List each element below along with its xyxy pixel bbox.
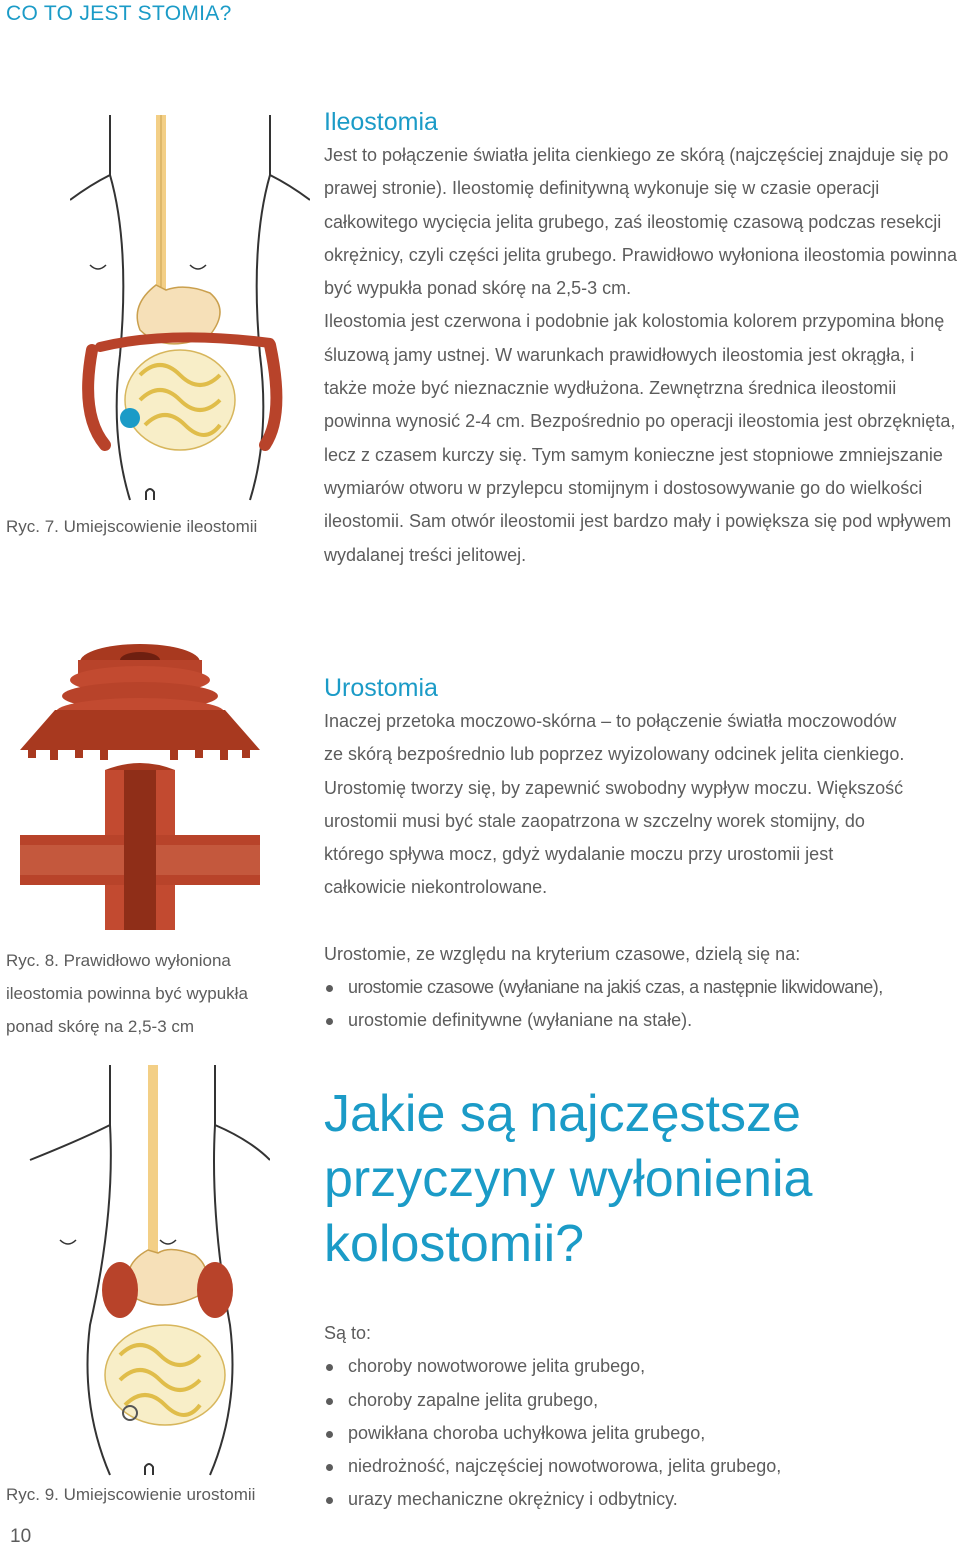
section-ileostomia <box>324 108 960 572</box>
figure-urostomy-illustration <box>20 1065 270 1485</box>
causes-intro: Są to: <box>324 1323 372 1343</box>
urostomia-paragraph: Inaczej przetoka moczowo-skórna – to połączenie światła moczowodów ze skórą bezpośrednio lub poprzez wyizolowany odcinek jelita cienkiego. Urostomię tworzy się, by zapewnić swobodny wypływ moczu. Większość urostomii musi być stale zaopatrzona w szczelny worek stomijny, do którego spływa mocz, gdyż wydalanie moczu przy urostomii jest całkowicie niekontrolowane. <box>324 711 905 898</box>
urostomia-types-list <box>324 971 960 1038</box>
figure-stoma-protrusion-illustration <box>20 640 260 930</box>
list-item: niedrożność, najczęściej nowotworowa, jelita grubego, <box>324 1450 960 1483</box>
list-item: urostomie czasowe (wyłaniane na jakiś czas, a następnie likwidowane), <box>324 971 960 1004</box>
causes-list <box>324 1350 960 1516</box>
urostomia-types-intro: Urostomie, ze względu na kryterium czasowe, dzielą się na: <box>324 943 801 964</box>
causes-heading: Jakie są najczęstsze przyczyny wyłonienia kolostomii? <box>324 1085 813 1273</box>
caption-figure-8: Ryc. 8. Prawidłowo wyłoniona ileostomia powinna być wypukła ponad skórę na 2,5-3 cm <box>6 951 248 1036</box>
figure-ileostomy-illustration <box>70 115 310 505</box>
section-title-ileostomia: Ileostomia <box>324 108 438 136</box>
ileostomia-paragraph-2: Ileostomia jest czerwona i podobnie jak kolostomia kolorem przypomina błonę śluzową jamy ustnej. W warunkach prawidłowych ileostomia jest okrągła, i także może być nieznacznie wydłużona. Zewnętrzna średnica ileostomii powinna wynosić 2-4 cm. Bezpośrednio po operacji ileostomia jest obrzęknięta, lecz z czasem kurczy się. Tym samym konieczne jest stopniowe zmniejszanie wymiarów otworu w przylepcu stomijnym i dostosowywanie go do wielkości ileostomii. Sam otwór ileostomii jest bardzo mały i powiększa się pod wpływem wydalanej treści jelitowej. <box>324 311 956 565</box>
ileostomia-paragraph-1: Jest to połączenie światła jelita cienkiego ze skórą (najczęściej znajduje się po prawej stronie). Ileostomię definitywną wykonuje się w czasie operacji całkowitego wycięcia jelita grubego, zaś ileostomię czasową podczas resekcji okrężnicy, czyli części jelita grubego. Prawidłowo wyłoniona ileostomia powinna być wypukła ponad skórę na 2,5-3 cm. <box>324 145 957 299</box>
section-causes <box>324 1082 960 1517</box>
list-item: powikłana choroba uchyłkowa jelita grubego, <box>324 1417 960 1450</box>
list-item: urazy mechaniczne okrężnicy i odbytnicy. <box>324 1483 960 1516</box>
list-item: choroby zapalne jelita grubego, <box>324 1384 960 1417</box>
caption-figure-7: Ryc. 7. Umiejscowienie ileostomii <box>6 517 258 536</box>
section-title-urostomia: Urostomia <box>324 674 438 702</box>
caption-figure-9: Ryc. 9. Umiejscowienie urostomii <box>6 1485 256 1504</box>
list-item: urostomie definitywne (wyłaniane na stałe). <box>324 1004 960 1037</box>
section-urostomia <box>324 674 960 1038</box>
running-head: CO TO JEST STOMIA? <box>6 2 232 25</box>
list-item: choroby nowotworowe jelita grubego, <box>324 1350 960 1383</box>
page-number: 10 <box>10 1526 32 1547</box>
